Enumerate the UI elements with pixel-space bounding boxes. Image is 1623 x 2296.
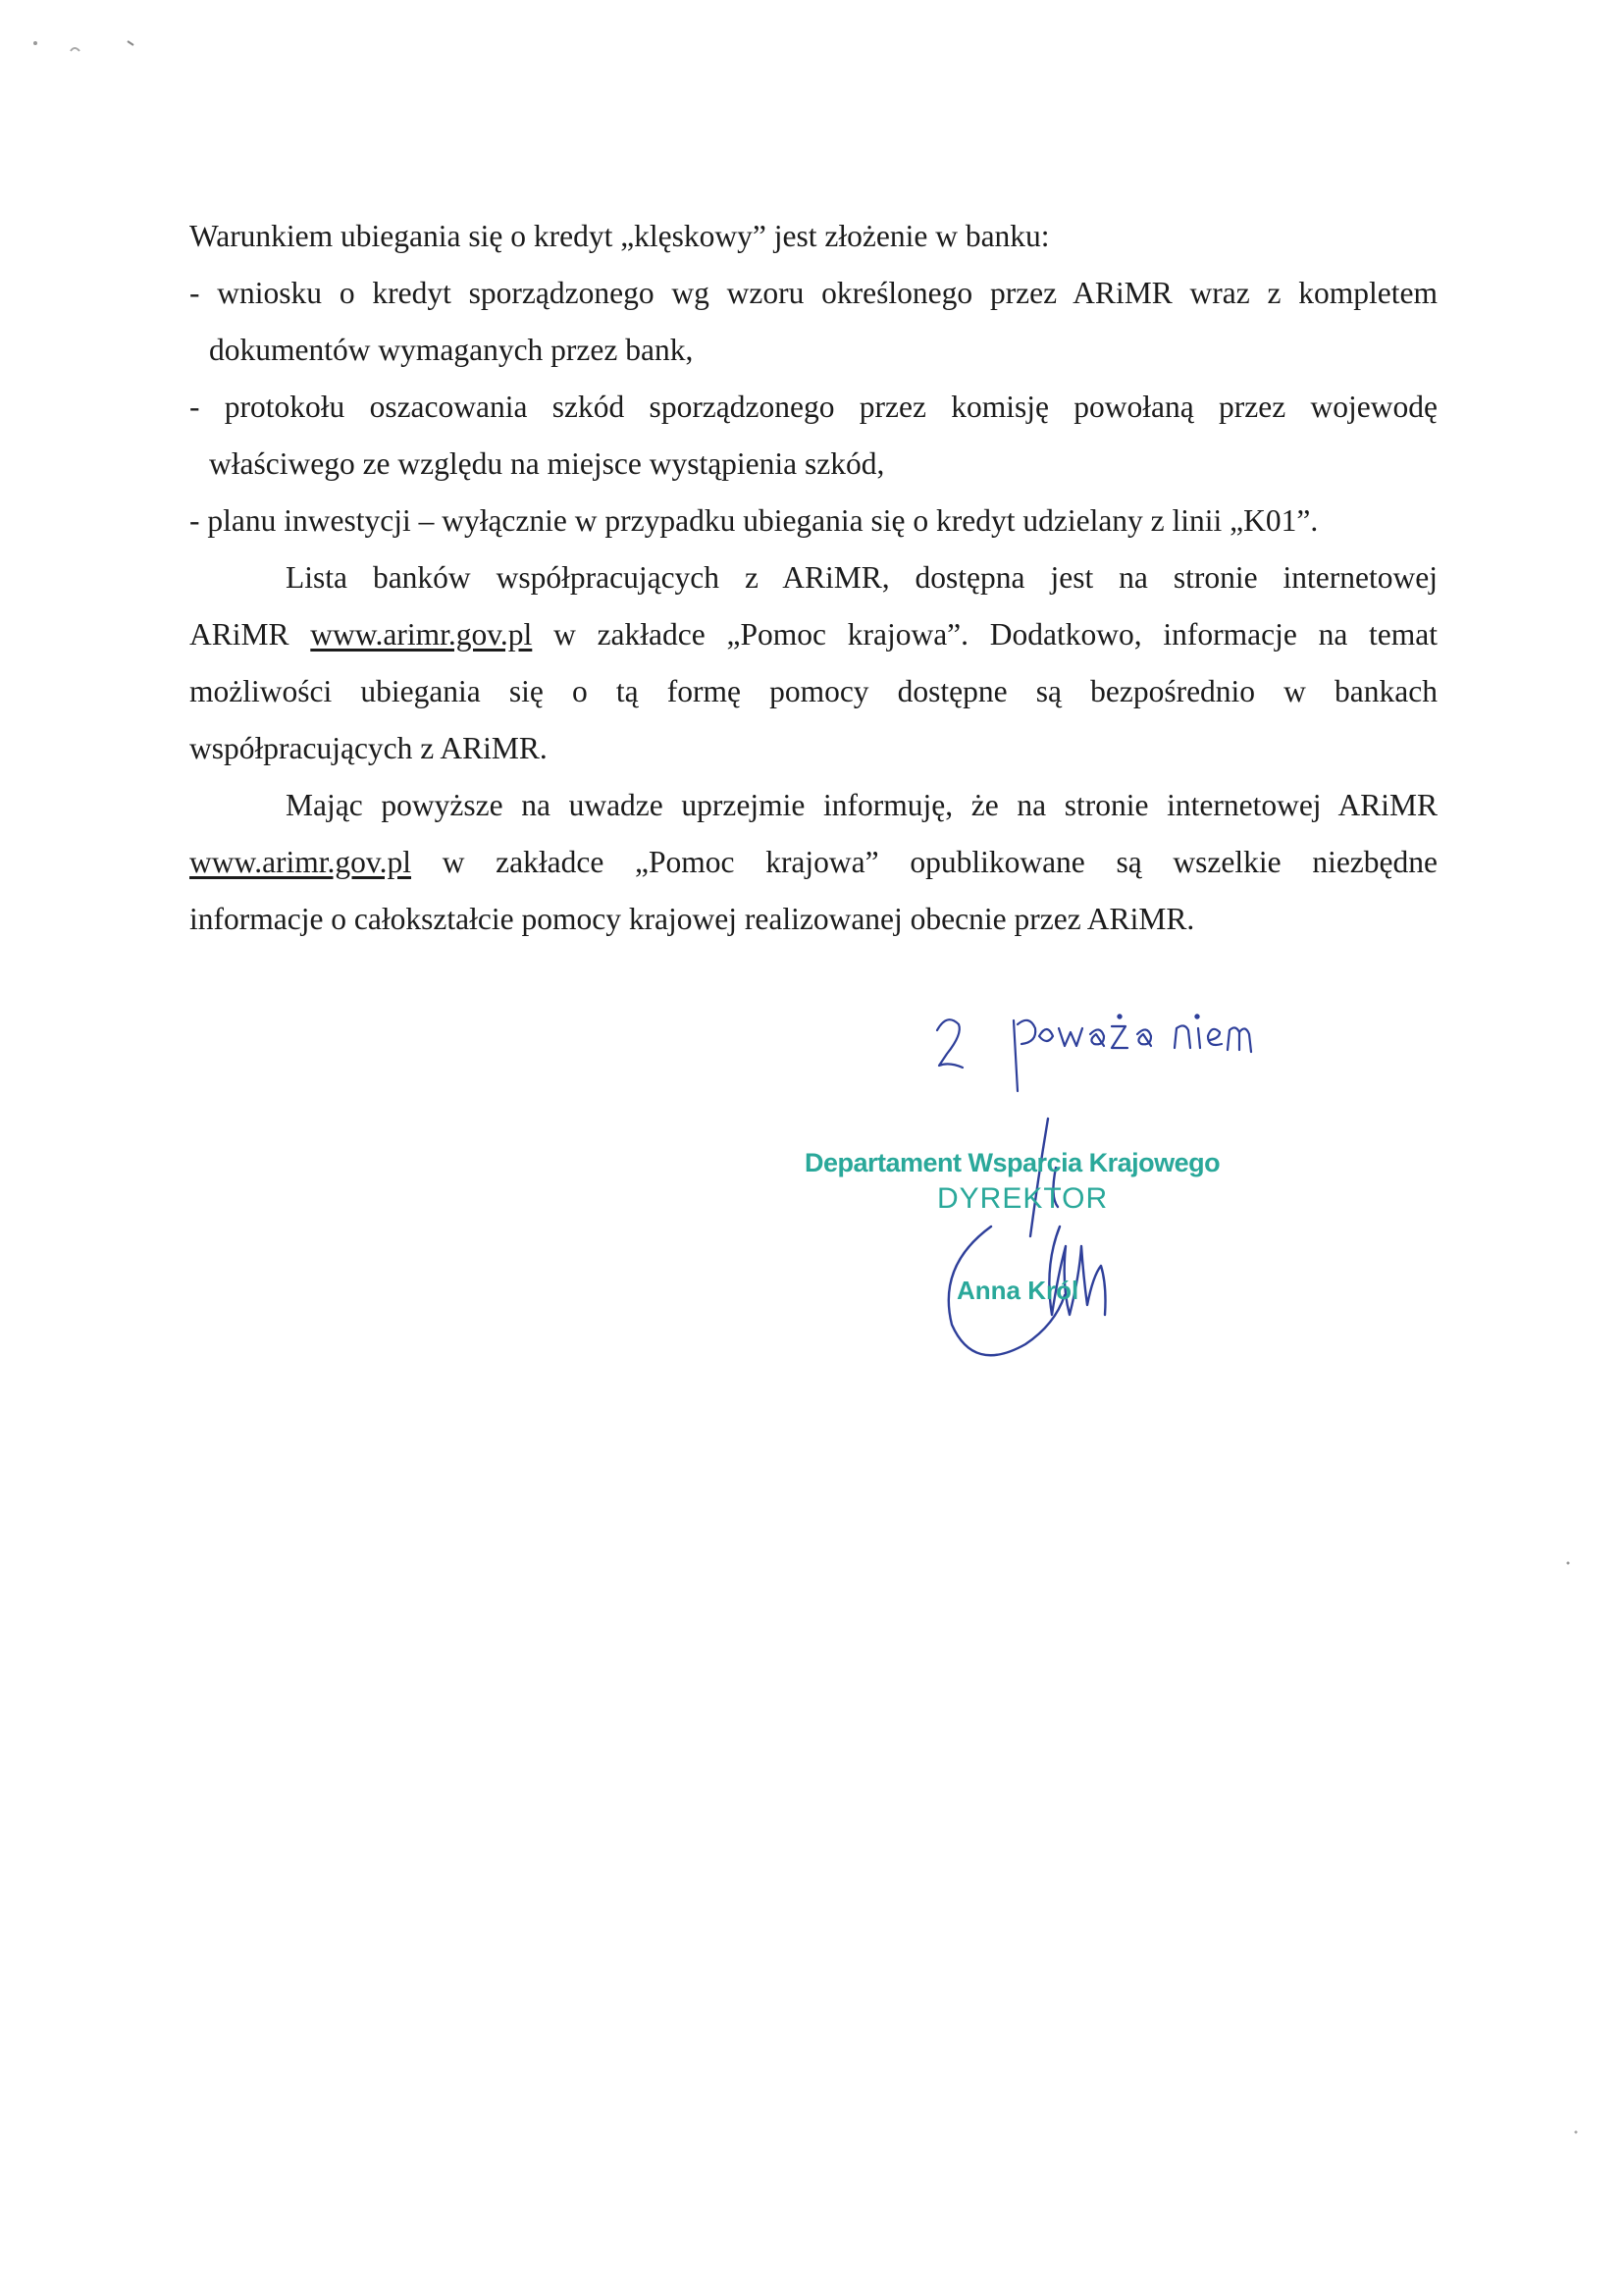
paragraph-banks-line3: możliwości ubiegania się o tą formę pomocy dostępne są bezpośrednio w bankach: [189, 674, 1438, 708]
paragraph-banks-line2: [189, 606, 1438, 663]
scan-speck: [1573, 2129, 1579, 2135]
org-name: ARiMR: [189, 617, 289, 652]
letter-body: [189, 208, 1438, 948]
stamp-title: DYREKTOR: [937, 1182, 1109, 1215]
list-item-protocol-cont: właściwego ze względu na miejsce wystąpienia szkód,: [209, 446, 885, 481]
scan-noise-marks: [29, 29, 157, 69]
list-item-investment-plan: - planu inwestycji – wyłącznie w przypadku ubiegania się o kredyt udzielany z linii „K01”.: [189, 503, 1319, 538]
paragraph-info-line1: Mając powyższe na uwadze uprzejmie informuję, że na stronie internetowej ARiMR: [286, 788, 1438, 822]
stamp-department: Departament Wsparcia Krajowego: [805, 1148, 1221, 1177]
stamp-name: Anna Król: [957, 1276, 1079, 1305]
arimr-website-link[interactable]: www.arimr.gov.pl: [310, 617, 533, 652]
official-stamp: [795, 1128, 1305, 1374]
paragraph-info-line2-rest: w zakładce „Pomoc krajowa” opublikowane są wszelkie niezbędne: [442, 845, 1438, 879]
arimr-website-link-2[interactable]: www.arimr.gov.pl: [189, 845, 412, 879]
paragraph-info-line2: [189, 834, 1438, 891]
handwritten-closing: [917, 991, 1281, 1099]
paragraph-banks-line2-rest: w zakładce „Pomoc krajowa”. Dodatkowo, informacje na temat: [553, 617, 1439, 652]
list-item-application-cont: dokumentów wymaganych przez bank,: [209, 333, 694, 367]
scan-speck: [1565, 1560, 1571, 1566]
list-item-application: - wniosku o kredyt sporządzonego wg wzoru określonego przez ARiMR wraz z kompletem: [189, 276, 1438, 310]
list-item-protocol: - protokołu oszacowania szkód sporządzonego przez komisję powołaną przez wojewodę: [189, 390, 1438, 424]
paragraph-banks-line1: Lista banków współpracujących z ARiMR, dostępna jest na stronie internetowej: [286, 560, 1438, 595]
paragraph-banks-line4: współpracujących z ARiMR.: [189, 731, 548, 765]
paragraph-info-line3: informacje o całokształcie pomocy krajowej realizowanej obecnie przez ARiMR.: [189, 902, 1195, 936]
intro-line: Warunkiem ubiegania się o kredyt „klęskowy” jest złożenie w banku:: [189, 219, 1050, 253]
